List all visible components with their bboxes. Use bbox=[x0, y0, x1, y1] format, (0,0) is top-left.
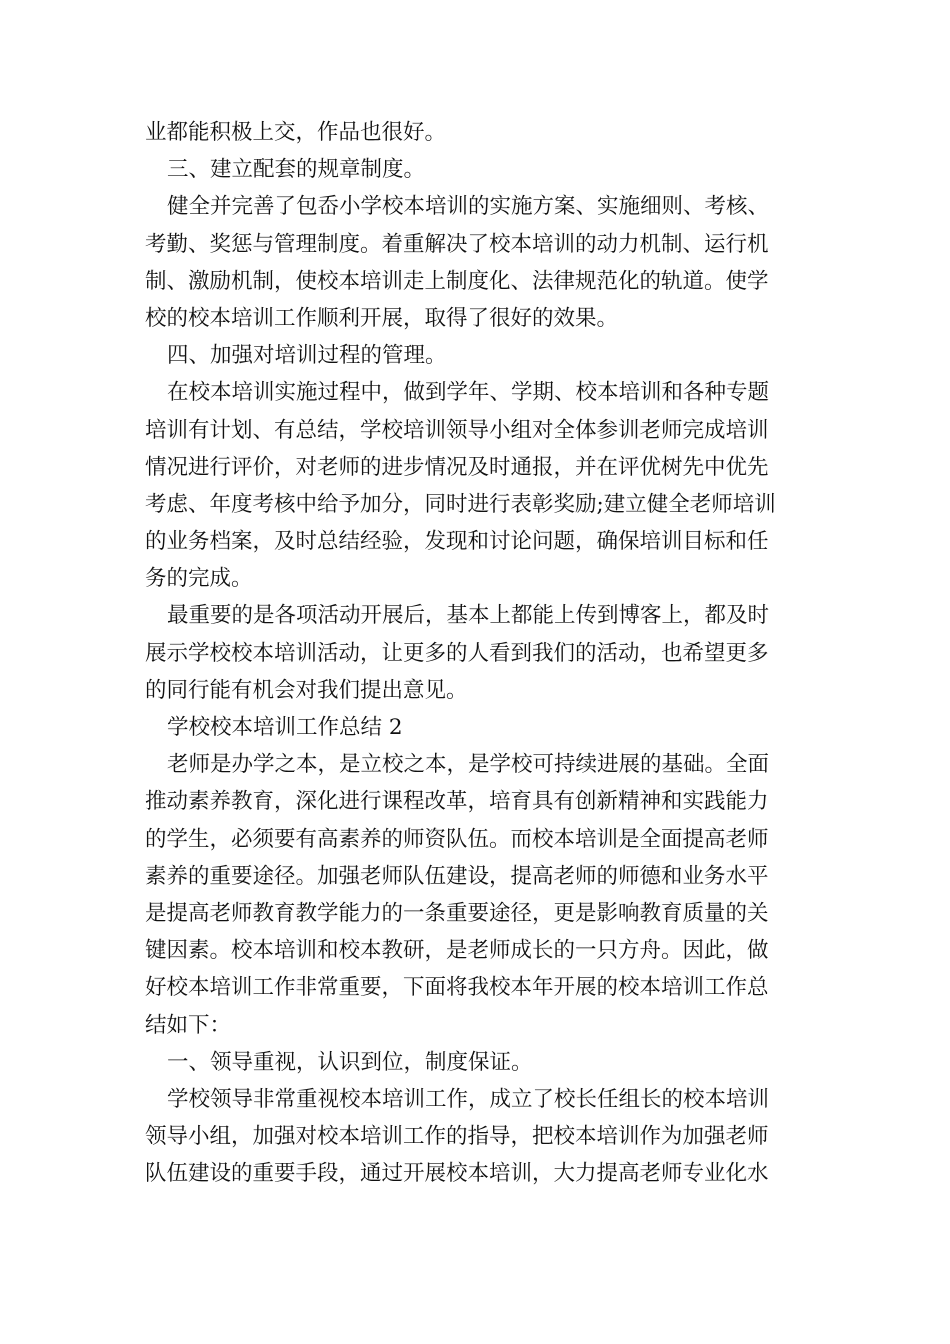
text-line: 键因素。校本培训和校本教研，是老师成长的一只方舟。因此，做 bbox=[145, 938, 769, 964]
text-line: 领导小组，加强对校本培训工作的指导，把校本培训作为加强老师 bbox=[145, 1124, 769, 1150]
document-subtitle: 学校校本培训工作总结 2 bbox=[167, 715, 403, 740]
section-heading: 四、加强对培训过程的管理。 bbox=[167, 343, 447, 369]
text-line: 最重要的是各项活动开展后，基本上都能上传到博客上，都及时 bbox=[167, 603, 770, 629]
text-line: 在校本培训实施过程中，做到学年、学期、校本培训和各种专题 bbox=[167, 380, 770, 406]
text-line: 业都能积极上交，作品也很好。 bbox=[145, 120, 447, 145]
text-line: 老师是办学之本，是立校之本，是学校可持续进展的基础。全面 bbox=[167, 752, 770, 778]
document-body bbox=[145, 114, 815, 1192]
text-line: 学校领导非常重视校本培训工作，成立了校长任组长的校本培训 bbox=[167, 1086, 770, 1112]
text-line: 的学生，必须要有高素养的师资队伍。而校本培训是全面提高老师 bbox=[145, 826, 769, 852]
text-line: 好校本培训工作非常重要，下面将我校本年开展的校本培训工作总 bbox=[145, 975, 769, 1001]
text-line: 结如下： bbox=[145, 1012, 232, 1038]
text-line: 制、激励机制，使校本培训走上制度化、法律规范化的轨道。使学 bbox=[145, 268, 769, 294]
text-line: 务的完成。 bbox=[145, 566, 253, 592]
text-line: 考勤、奖惩与管理制度。着重解决了校本培训的动力机制、运行机 bbox=[145, 231, 769, 257]
text-line: 推动素养教育，深化进行课程改革，培育具有创新精神和实践能力 bbox=[145, 789, 769, 815]
text-line: 情况进行评价，对老师的进步情况及时通报，并在评优树先中优先 bbox=[145, 454, 769, 480]
text-line: 培训有计划、有总结，学校培训领导小组对全体参训老师完成培训 bbox=[145, 417, 769, 443]
text-line: 健全并完善了包岙小学校本培训的实施方案、实施细则、考核、 bbox=[167, 194, 770, 220]
section-heading: 三、建立配套的规章制度。 bbox=[167, 157, 426, 183]
text-line: 考虑、年度考核中给予加分，同时进行表彰奖励;建立健全老师培训 bbox=[145, 491, 776, 517]
text-line: 队伍建设的重要手段，通过开展校本培训，大力提高老师专业化水 bbox=[145, 1161, 769, 1187]
section-heading: 一、领导重视，认识到位，制度保证。 bbox=[167, 1049, 533, 1075]
text-line: 展示学校校本培训活动，让更多的人看到我们的活动，也希望更多 bbox=[145, 640, 769, 666]
text-line: 是提高老师教育教学能力的一条重要途径，更是影响教育质量的关 bbox=[145, 900, 769, 926]
text-line: 的业务档案，及时总结经验，发现和讨论问题，确保培训目标和任 bbox=[145, 529, 769, 555]
text-line: 校的校本培训工作顺利开展，取得了很好的效果。 bbox=[145, 305, 619, 331]
text-line: 的同行能有机会对我们提出意见。 bbox=[145, 677, 468, 703]
text-line: 素养的重要途径。加强老师队伍建设，提高老师的师德和业务水平 bbox=[145, 863, 769, 889]
